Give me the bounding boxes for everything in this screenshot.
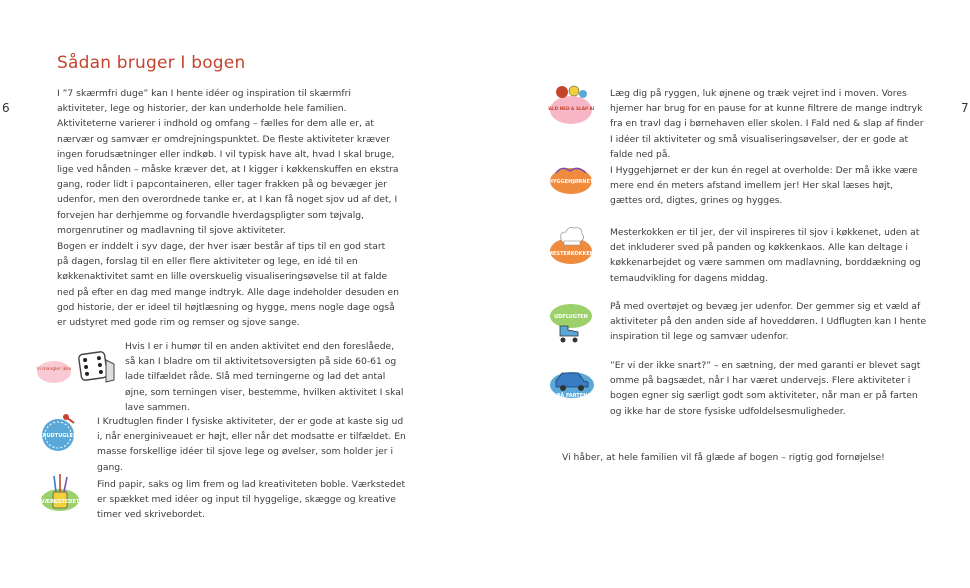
paa-farten-badge-label: PÅ FARTEN bbox=[556, 393, 588, 399]
udflugten-badge-label: UDFLUGTEN bbox=[554, 314, 588, 320]
hyggehjornet-badge-label: HYGGEHJØRNET bbox=[548, 179, 594, 185]
fald-ned-section-text: Læg dig på ryggen, luk øjnene og træk vejret ind i moven. Vores hjerner har brug for en pause for at kunne filtrere de mange indtryk fra en travl dag i børnehaven eller skolen. I Fald ned & slap af finder I idéer til aktiviteter og små visualiseringsøvelser, der er gode at falde ned på. bbox=[610, 88, 924, 160]
udflugten-icon bbox=[548, 300, 594, 346]
dice-icon bbox=[36, 350, 118, 388]
mesterkokken-section-text: Mesterkokken er til jer, der vil inspireres til sjov i køkkenet, uden at det inkluderer sved på panden og køkkenkaos. Alle kan deltage i køkkenarbejdet og være sammen om madlavning, borddækning og temaudvikling for dagens middag. bbox=[610, 227, 921, 284]
page-title: Sådan bruger I bogen bbox=[57, 53, 246, 73]
vaerkstedet-badge-label: VÆRKSTEDET bbox=[40, 499, 80, 505]
vaerkstedet-icon bbox=[38, 472, 82, 516]
mesterkokken-icon bbox=[548, 224, 594, 266]
fald-ned-icon bbox=[548, 84, 594, 126]
intro-paragraph-1: I ”7 skærmfri duge” kan I hente idéer og inspiration til skærmfri aktiviteter, lege og historier, der kan underholde hele familien. Aktiviteterne varierer i indhold og omfang – fælles for dem alle er, at nærvær og samvær er omdrejningspunktet. De fleste aktiviteter kræver ingen forudsætninger eller indkøb. I vil typisk have alt, hvad I skal bruge, lige ved hånden – måske kræver det, at I kigger i køkkenskuffen en ekstra gang, roder lidt i papcontaineren, eller tager frakken på og bevæger jer udenfor, men den overordnede tanke er, at I kan få noget sjov ud af det, I forvejen har derhjemme og forvandle hverdagspligter som tøjvalg, morgenrutiner og madlavning til sjove aktiviteter. bbox=[57, 88, 399, 236]
vaerkstedet-section-text: Find papir, saks og lim frem og lad kreativiteten boble. Værkstedet er spækket med idéer og input til hyggelige, skægge og kreative timer ved skrivebordet. bbox=[97, 479, 406, 521]
krudtuglen-icon bbox=[38, 413, 80, 453]
hyggehjornet-section-text: I Hyggehjørnet er der kun én regel at overholde: Der må ikke være mere end én meters afstand imellem jer! Her skal læses højt, gættes ord, digtes, grines og hygges. bbox=[610, 165, 918, 207]
fald-ned-badge-label: FALD NED & SLAP AF bbox=[548, 106, 594, 111]
left-page-number: 6 bbox=[2, 101, 10, 115]
mesterkokken-badge-label: MESTERKOKKEN bbox=[548, 251, 594, 257]
intro-paragraph-2: Bogen er inddelt i syv dage, der hver især består af tips til en god start på dagen, forslag til en eller flere aktiviteter og lege, en idé til en køkkenaktivitet samt en lille overskuelig visualiseringsøvelse til at falde ned på efter en dag med mange indtryk. Alle dage indeholder desuden en god historie, der er ideel til højtlæsning og hygge, mens nogle dage også er udstyret med gode rim og remser og sjove sange. bbox=[57, 241, 399, 329]
right-page-number: 7 bbox=[961, 101, 969, 115]
udflugten-section-text: På med overtøjet og bevæg jer udenfor. Der gemmer sig et væld af aktiviteter på den anden side af hoveddøren. I Udflugten kan I hente inspiration til lege og samvær udenfor. bbox=[610, 301, 927, 343]
krudtuglen-section-text: I Krudtuglen finder I fysiske aktiviteter, der er gode at kaste sig ud i, når energiniveauet er højt, eller når det modsatte er tilfældet. En masse forskellige idéer til sjove lege og øvelser, som holder jer i gang. bbox=[97, 416, 406, 473]
dice-badge-label: Vi mangler ikke bbox=[36, 367, 72, 372]
closing-line: Vi håber, at hele familien vil få glæde af bogen – rigtig god fornøjelse! bbox=[562, 452, 885, 463]
krudtuglen-badge-label: KRUDTUGLEN bbox=[38, 433, 78, 439]
paa-farten-icon bbox=[548, 365, 596, 401]
paa-farten-section-text: ”Er vi der ikke snart?” – en sætning, der med garanti er blevet sagt omme på bagsædet, når I har været undervejs. Flere aktiviteter i bogen egner sig særligt godt som aktiviteter, når man er på farten og ikke har de store fysiske udfoldelsesmuligheder. bbox=[610, 360, 921, 417]
dice-section-text: Hvis I er i humør til en anden aktivitet end den foreslåede, så kan I bladre om til aktivitetsoversigten på side 60-61 og lade tilfældet råde. Slå med terningerne og lad det antal øjne, som terningen viser, bestemme, hvilken aktivitet I skal lave sammen. bbox=[125, 341, 404, 413]
hyggehjornet-icon bbox=[548, 161, 594, 197]
